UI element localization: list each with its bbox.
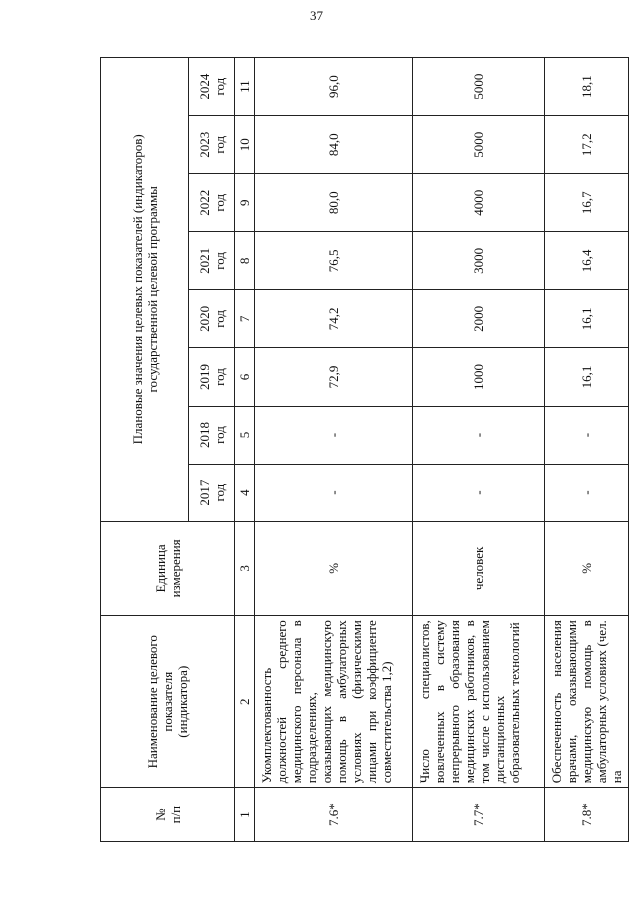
row-num: 7.7* xyxy=(413,788,545,842)
column-number: 9 xyxy=(235,174,255,232)
table-row xyxy=(255,58,413,842)
row-value-2022: 80,0 xyxy=(255,174,413,232)
row-value-2022: 4000 xyxy=(413,174,545,232)
row-value-2023: 84,0 xyxy=(255,116,413,174)
column-number: 6 xyxy=(235,348,255,406)
row-unit: % xyxy=(255,521,413,616)
rotated-table-area xyxy=(100,57,625,842)
header-year-2018: 2018 год xyxy=(189,406,235,464)
row-value-2018: - xyxy=(545,406,629,464)
header-year-2021: 2021 год xyxy=(189,232,235,290)
column-number: 1 xyxy=(235,788,255,842)
column-number: 2 xyxy=(235,616,255,788)
row-value-2024: 18,1 xyxy=(545,58,629,116)
table-row xyxy=(413,58,545,842)
column-number: 8 xyxy=(235,232,255,290)
row-value-2023: 5000 xyxy=(413,116,545,174)
column-number: 5 xyxy=(235,406,255,464)
header-year-2023: 2023 год xyxy=(189,116,235,174)
row-value-2019: 16,1 xyxy=(545,348,629,406)
row-indicator-name: Укомплектованность должностей среднего медицинского персонала в подразделениях, оказывающих медицинскую помощь в амбулаторных условиях (физическими лицами при коэффициенте совместительства 1,2) xyxy=(255,616,413,788)
row-value-2021: 3000 xyxy=(413,232,545,290)
header-year-2022: 2022 год xyxy=(189,174,235,232)
header-year-2019: 2019 год xyxy=(189,348,235,406)
column-number: 4 xyxy=(235,464,255,521)
row-unit: человек xyxy=(413,521,545,616)
table-row xyxy=(545,58,629,842)
page-number: 37 xyxy=(310,8,323,23)
row-value-2017: - xyxy=(413,464,545,521)
row-value-2017: - xyxy=(255,464,413,521)
column-number: 11 xyxy=(235,58,255,116)
row-value-2019: 1000 xyxy=(413,348,545,406)
row-value-2024: 5000 xyxy=(413,58,545,116)
header-plan-values: Плановые значения целевых показателей (индикаторов) государственной целевой программы xyxy=(101,58,189,522)
indicators-table xyxy=(100,57,629,842)
row-unit: % xyxy=(545,521,629,616)
table-rotation-frame xyxy=(100,57,625,842)
row-value-2019: 72,9 xyxy=(255,348,413,406)
header-year-2020: 2020 год xyxy=(189,290,235,348)
column-number: 3 xyxy=(235,521,255,616)
row-value-2023: 17,2 xyxy=(545,116,629,174)
row-value-2022: 16,7 xyxy=(545,174,629,232)
column-number: 7 xyxy=(235,290,255,348)
row-num: 7.6* xyxy=(255,788,413,842)
header-year-2024: 2024 год xyxy=(189,58,235,116)
header-num: № п/п xyxy=(101,788,235,842)
row-value-2020: 2000 xyxy=(413,290,545,348)
row-indicator-name: Обеспеченность населения врачами, оказывающими медицинскую помощь в амбулаторных условиях (чел. на xyxy=(545,616,629,788)
row-value-2021: 16,4 xyxy=(545,232,629,290)
row-value-2018: - xyxy=(413,406,545,464)
row-indicator-name: Число специалистов, вовлеченных в систему непрерывного образования медицинских работников, в том числе с использованием дистанционных образовательных технологий xyxy=(413,616,545,788)
header-name: Наименование целевого показателя (индикатора) xyxy=(101,616,235,788)
row-value-2018: - xyxy=(255,406,413,464)
header-year-2017: 2017 год xyxy=(189,464,235,521)
row-value-2017: - xyxy=(545,464,629,521)
row-value-2024: 96,0 xyxy=(255,58,413,116)
header-unit: Единица измерения xyxy=(101,521,235,616)
row-value-2020: 16,1 xyxy=(545,290,629,348)
row-value-2021: 76,5 xyxy=(255,232,413,290)
row-num: 7.8* xyxy=(545,788,629,842)
row-value-2020: 74,2 xyxy=(255,290,413,348)
column-number: 10 xyxy=(235,116,255,174)
